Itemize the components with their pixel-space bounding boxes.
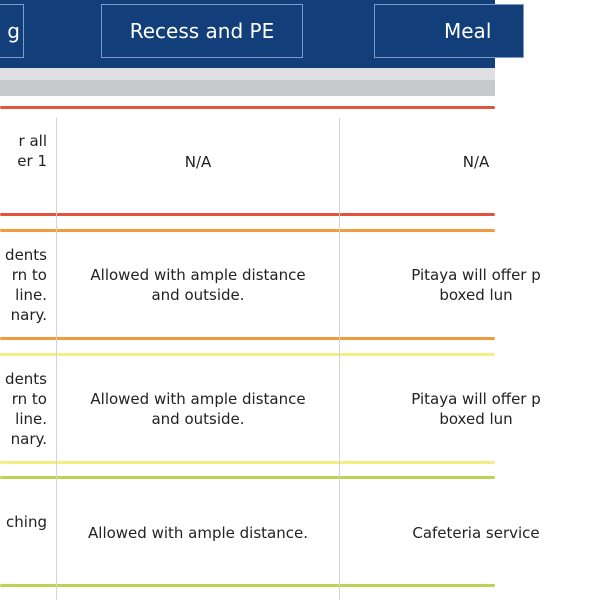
row-separator-yellow-top [0,353,495,356]
row-1-meals: N/A [462,153,490,171]
column-header-meals[interactable]: Meal [374,4,524,58]
row-separator-yellow-bottom [0,461,495,464]
row-1-left-line-1: r all [18,132,47,150]
column-header-bar [0,0,495,68]
row-separator-red-top [0,106,495,109]
column-divider-2 [339,118,340,600]
row-2-meals: Pitaya will offer p boxed lun [411,266,541,304]
row-3-meals: Pitaya will offer p boxed lun [411,390,541,428]
row-1-left-line-2: er 1 [17,152,47,170]
row-3-recess-pe: Allowed with ample distance and outside. [90,390,306,428]
row-4-left-line-1: ching [6,513,47,531]
row-2-recess-pe: Allowed with ample distance and outside. [90,266,306,304]
row-2-left-line-3: line. [15,286,47,304]
row-separator-green-top [0,476,495,479]
row-4-recess-pe: Allowed with ample distance. [88,524,308,542]
row-1-recess-pe: N/A [184,153,212,171]
column-header-recess-and-pe[interactable]: Recess and PE [101,4,303,58]
header-divider-highlight [0,68,495,80]
row-separator-green-bottom [0,584,495,587]
row-2-left-line-4: nary. [10,306,47,324]
row-3-left-line-4: nary. [10,430,47,448]
row-3-left-line-1: dents [5,370,47,388]
column-header-left[interactable]: g [0,4,24,58]
row-separator-orange-top [0,229,495,232]
row-3-left-line-2: rn to [11,390,47,408]
row-2-left-line-1: dents [5,246,47,264]
row-separator-orange-bottom [0,337,495,340]
row-separator-red-bottom [0,213,495,216]
row-4-meals: Cafeteria service [412,524,540,542]
row-3-left-line-3: line. [15,410,47,428]
row-2-left-line-2: rn to [11,266,47,284]
